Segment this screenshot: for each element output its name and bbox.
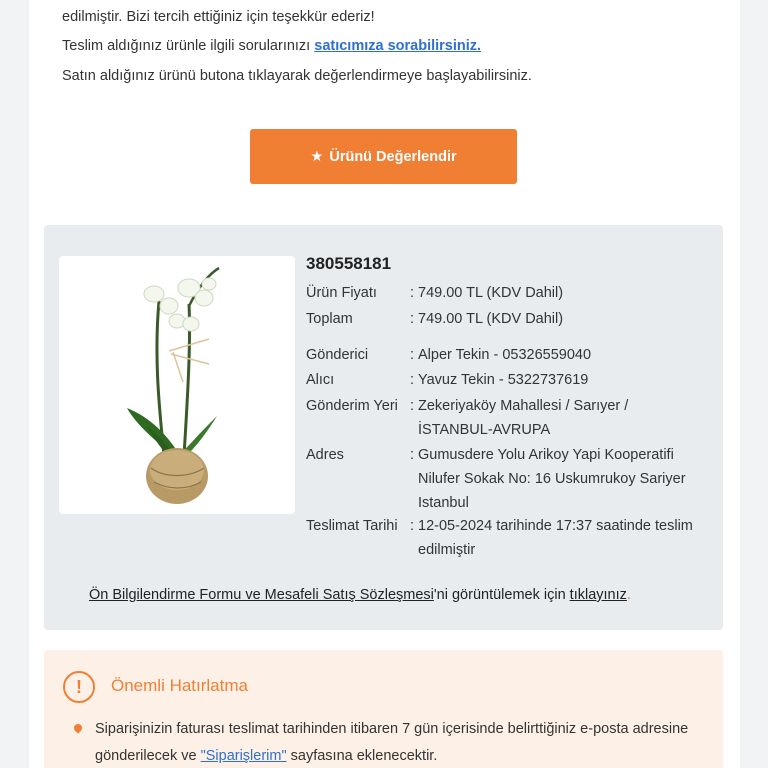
- intro-line-2-text: Teslim aldığınız ürünle ilgili sorularınızı: [62, 38, 315, 54]
- my-orders-link[interactable]: "Siparişlerim": [200, 748, 287, 764]
- ask-seller-link[interactable]: satıcımıza sorabilirsiniz.: [314, 38, 482, 54]
- destination-colon: :: [410, 398, 415, 414]
- orchid-illustration: [59, 256, 295, 514]
- product-image[interactable]: [59, 256, 295, 514]
- reminder-text: [95, 716, 715, 768]
- address-value: Gumusdere Yolu Arikoy Yapi Kooperatifi Nilufer Sokak No: 16 Uskumrukoy Sariyer Istanbul: [418, 447, 686, 511]
- delivery-date-label: Teslimat Tarihi: [306, 518, 398, 534]
- total-colon: :: [410, 311, 415, 327]
- order-number: 380558181: [306, 254, 392, 273]
- price-label: Ürün Fiyatı: [306, 285, 377, 301]
- price-value: 749.00 TL (KDV Dahil): [418, 285, 564, 301]
- intro-line-2: [62, 38, 481, 54]
- recipient-value: Yavuz Tekin - 5322737619: [418, 372, 589, 388]
- destination-label: Gönderim Yeri: [306, 398, 398, 414]
- recipient-colon: :: [410, 372, 415, 388]
- rate-product-button[interactable]: [250, 129, 517, 184]
- sender-label: Gönderici: [306, 347, 369, 363]
- address-label: Adres: [306, 447, 344, 463]
- total-label: Toplam: [306, 311, 353, 327]
- price-colon: :: [410, 285, 415, 301]
- exclamation-icon: !: [63, 671, 95, 703]
- rate-product-label: Ürünü Değerlendir: [329, 148, 457, 165]
- contract-end: .: [626, 587, 631, 603]
- total-value: 749.00 TL (KDV Dahil): [418, 311, 564, 327]
- delivery-date-colon: :: [410, 518, 415, 534]
- sender-colon: :: [410, 347, 415, 363]
- destination-value: Zekeriyaköy Mahallesi / Sarıyer / İSTANBUL-AVRUPA: [418, 398, 629, 438]
- contract-link[interactable]: Ön Bilgilendirme Formu ve Mesafeli Satış Sözleşmesi: [89, 587, 434, 603]
- star-icon: ★: [310, 148, 324, 165]
- reminder-title: Önemli Hatırlatma: [111, 676, 248, 695]
- sender-value: Alper Tekin - 05326559040: [418, 347, 592, 363]
- address-colon: :: [410, 447, 415, 463]
- recipient-label: Alıcı: [306, 372, 335, 388]
- delivery-date-value: 12-05-2024 tarihinde 17:37 saatinde teslim edilmiştir: [418, 518, 693, 558]
- click-here-link[interactable]: tıklayınız: [569, 587, 627, 603]
- contract-line: [89, 587, 631, 603]
- reminder-text-suffix: sayfasına eklenecektir.: [286, 748, 438, 764]
- intro-line-3: Satın aldığınız ürünü butona tıklayarak değerlendirmeye başlayabilirsiniz.: [62, 68, 532, 84]
- contract-middle-text: 'ni görüntülemek için: [433, 587, 570, 603]
- reminder-text-prefix: Siparişinizin faturası teslimat tarihinden itibaren 7 gün içerisinde belirttiğiniz e-posta adresine gönderilecek ve: [95, 721, 689, 764]
- intro-line-1: edilmiştir. Bizi tercih ettiğiniz için teşekkür ederiz!: [62, 9, 375, 25]
